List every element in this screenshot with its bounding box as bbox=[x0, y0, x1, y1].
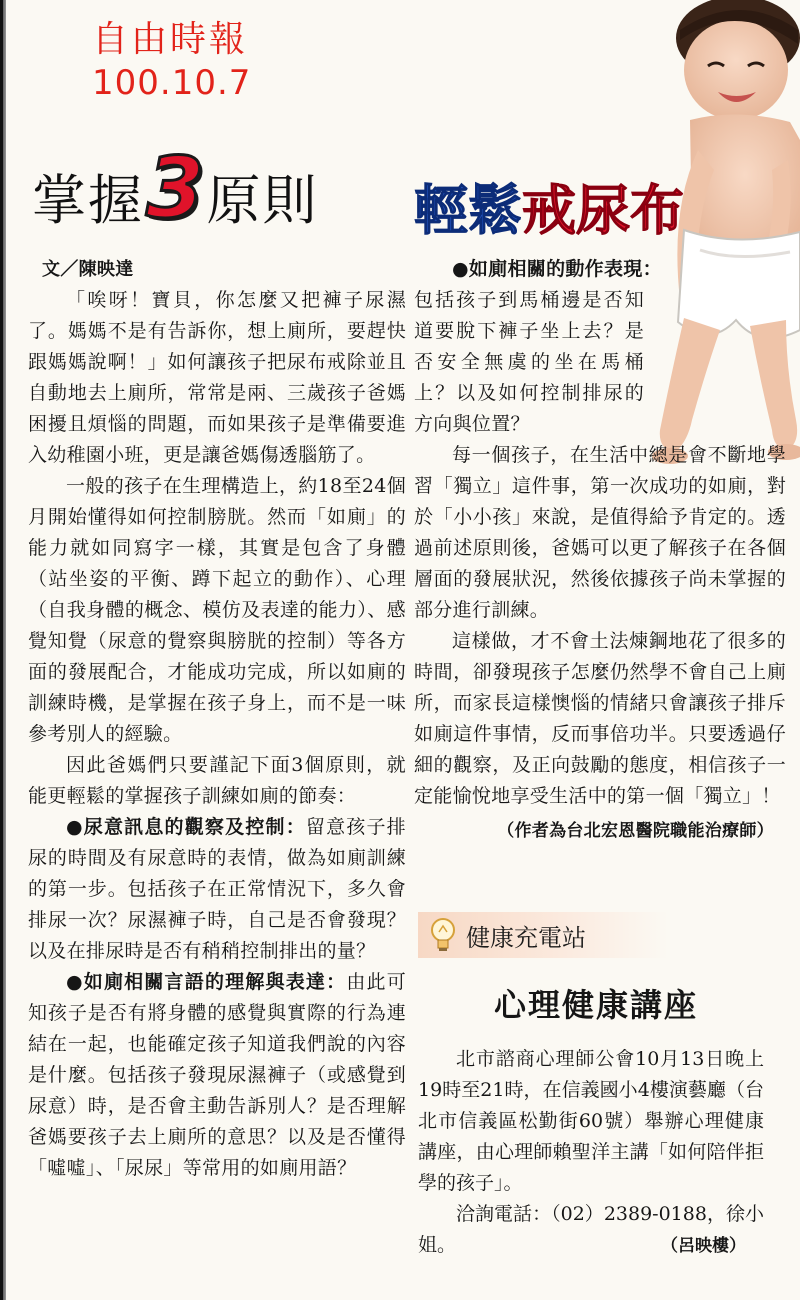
health-sidebar bbox=[418, 912, 774, 1262]
section-tag bbox=[418, 912, 668, 958]
article-paragraph: 「唉呀！寶貝，你怎麼又把褲子尿濕了。媽媽不是有告訴你，想上廁所，要趕快跟媽媽說啊！」如何讓孩子把尿布戒除並且自動地去上廁所，常常是兩、三歲孩子爸媽困擾且煩惱的問題，而如果孩子是準備要進入幼稚園小班，更是讓爸媽傷透腦筋了。 bbox=[28, 289, 406, 466]
headline-part1: 掌握 bbox=[32, 169, 144, 232]
bullet-text: 留意孩子排尿的時間及有尿意時的表情，做為如廁訓練的第一步。包括孩子在正常情況下，多久會排尿一次？尿濕褲子時，自己是否會發現？以及在排尿時是否有稍稍控制排出的量？ bbox=[28, 816, 406, 962]
source-note bbox=[92, 19, 252, 103]
byline: 文／陳映達 bbox=[42, 259, 134, 280]
lecture-body bbox=[418, 1044, 764, 1262]
section-tag-text: 健康充電站 bbox=[466, 923, 586, 952]
lecture-paragraph: 北市諮商心理師公會10月13日晚上19時至21時，在信義國小4樓演藝廳（台北市信義區松勤街60號）舉辦心理健康講座，由心理師賴聖洋主講「如何陪伴拒學的孩子」。 bbox=[418, 1048, 764, 1194]
headline-red-text: 戒尿布 bbox=[522, 179, 684, 242]
reporter-name: （呂映樓） bbox=[661, 1236, 746, 1256]
lecture-contact: 洽詢電話：（02）2389-0188，徐小姐。 bbox=[418, 1203, 764, 1256]
article-paragraph: 一般的孩子在生理構造上，約18至24個月開始懂得如何控制膀胱。然而「如廁」的能力就如同寫字一樣，其實是包含了身體（站坐姿的平衡、蹲下起立的動作）、心理（自我身體的概念、模仿及表達的能力）、感覺知覺（尿意的覺察與膀胱的控制）等各方面的發展配合，才能成功完成，所以如廁的訓練時機，是掌握在孩子身上，而不是一味參考別人的經驗。 bbox=[28, 475, 406, 745]
bullet-paragraph bbox=[28, 812, 406, 967]
lightbulb-icon bbox=[428, 916, 458, 954]
author-note: （作者為台北宏恩醫院職能治療師） bbox=[497, 821, 774, 841]
headline-subtitle bbox=[414, 168, 684, 245]
bullet-heading: ●如廁相關言語的理解與表達： bbox=[66, 971, 347, 993]
bullet-text: 由此可知孩子是否有將身體的感覺與實際的行為連結在一起，也能確定孩子知道我們說的內容是什麼。包括孩子發現尿濕褲子（或感覺到尿意）時，是否會主動告訴別人？是否理解爸媽要孩子去上廁所的意思？以及是否懂得「噓噓」、「尿尿」等常用的如廁用語？ bbox=[28, 971, 407, 1179]
article-column-1 bbox=[28, 254, 406, 1184]
bullet-heading: ●尿意訊息的觀察及控制： bbox=[66, 816, 306, 838]
bullet-paragraph bbox=[28, 967, 406, 1184]
source-date: 100.10.7 bbox=[92, 63, 252, 103]
bullet-text: 包括孩子到馬桶邊是否知道要脫下褲子坐上去？是否安全無虞的坐在馬桶上？以及如何控制排尿的方向與位置？ bbox=[414, 289, 644, 435]
source-paper: 自由時報 bbox=[92, 19, 249, 60]
lecture-title: 心理健康講座 bbox=[493, 986, 698, 1024]
bullet-heading: ●如廁相關的動作表現： bbox=[452, 258, 662, 280]
bullet-paragraph bbox=[414, 254, 786, 285]
article-column-2 bbox=[414, 254, 786, 847]
article-paragraph: 因此爸媽們只要謹記下面3個原則，就能更輕鬆的掌握孩子訓練如廁的節奏： bbox=[28, 754, 406, 807]
article-paragraph: 這樣做，才不會土法煉鋼地花了很多的時間，卻發現孩子怎麼仍然學不會自己上廁所，而家長這樣懊惱的情緒只會讓孩子排斥如廁這件事情，反而事倍功半。只要透過仔細的觀察，及正向鼓勵的態度，相信孩子一定能愉悅地享受生活中的第一個「獨立」！ bbox=[414, 630, 786, 807]
headline-part2: 原則 bbox=[206, 169, 319, 232]
scan-edge-dark bbox=[0, 0, 3, 1300]
article-paragraph: 每一個孩子，在生活中總是會不斷地學習「獨立」這件事，第一次成功的如廁，對於「小小孩」來說，是值得給予肯定的。透過前述原則後，爸媽可以更了解孩子在各個層面的發展狀況，然後依據孩子尚未掌握的部分進行訓練。 bbox=[414, 444, 786, 621]
headline bbox=[32, 138, 319, 237]
headline-number: 3 bbox=[146, 138, 205, 237]
headline-blue-text: 輕鬆 bbox=[414, 179, 522, 242]
